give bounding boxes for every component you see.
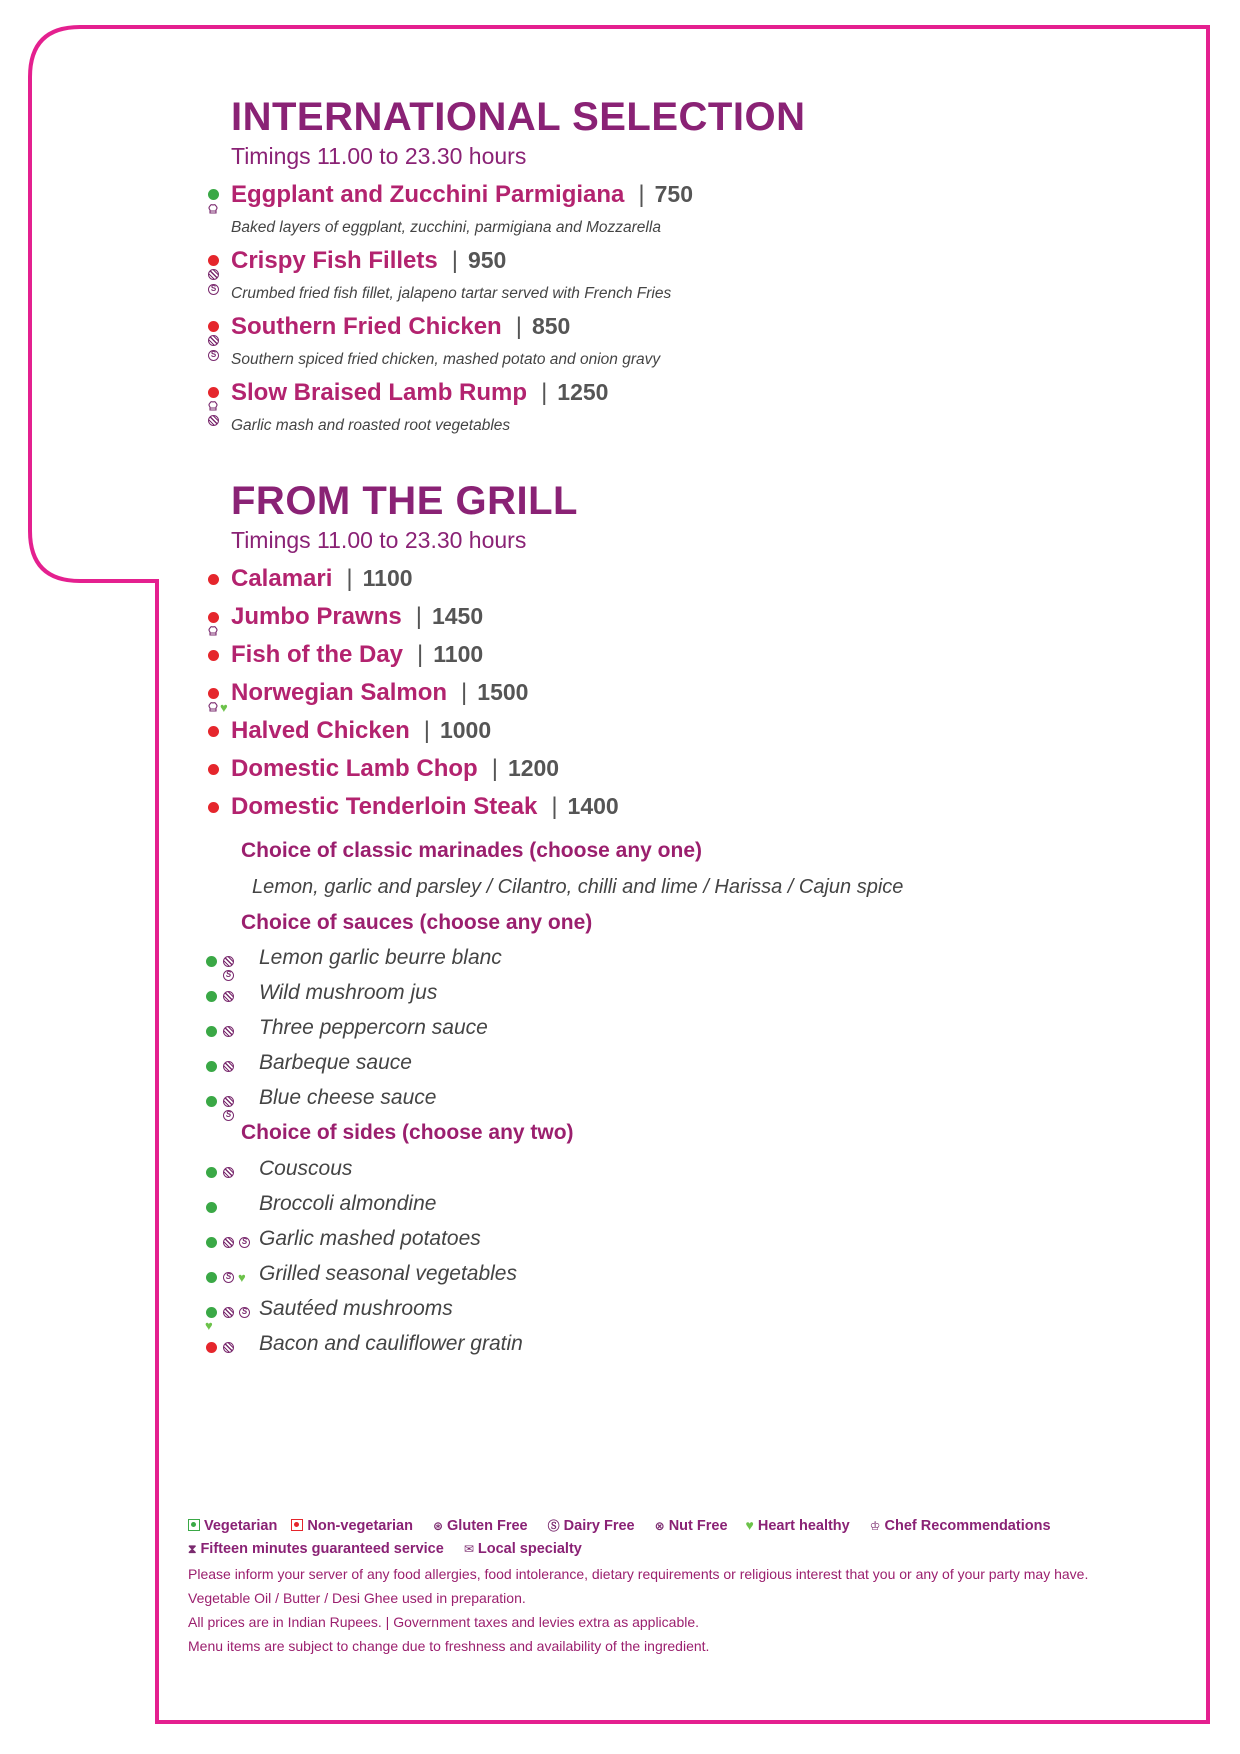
legend-fifteen: Fifteen minutes guaranteed service xyxy=(200,1541,444,1557)
nut-free-icon xyxy=(223,1307,234,1318)
marinades-list: Lemon, garlic and parsley / Cilantro, chilli and lime / Harissa / Cajun spice xyxy=(252,876,904,898)
legend-nut-free: Nut Free xyxy=(668,1518,728,1534)
menu-item xyxy=(231,565,413,593)
dairy-free-icon: S xyxy=(208,350,219,361)
nut-free-icon xyxy=(223,1096,234,1107)
side-name: Bacon and cauliflower gratin xyxy=(259,1332,523,1355)
menu-item xyxy=(231,755,559,783)
dish-price: 1400 xyxy=(567,793,619,819)
legend-heart-healthy: Heart healthy xyxy=(757,1518,850,1534)
grill-timings: Timings 11.00 to 23.30 hours xyxy=(231,527,527,553)
dish-name: Domestic Lamb Chop xyxy=(231,755,478,782)
dish-price: 750 xyxy=(654,181,693,207)
sauce-name: Wild mushroom jus xyxy=(259,981,438,1004)
dish-price: 1100 xyxy=(362,565,413,591)
chef-hat-icon xyxy=(208,626,218,636)
section-title-international: INTERNATIONAL SELECTION xyxy=(231,95,806,139)
dish-description: Southern spiced fried chicken, mashed potato and onion gravy xyxy=(231,351,661,368)
legend-dairy-free: Dairy Free xyxy=(563,1518,635,1534)
vegetarian-icon xyxy=(206,1167,217,1178)
vegetarian-icon xyxy=(206,1061,217,1072)
nut-free-icon: ⊗ xyxy=(654,1519,665,1533)
price-separator: | xyxy=(451,247,458,274)
heart-healthy-icon: ♥ xyxy=(238,1270,246,1285)
dairy-free-icon: S xyxy=(223,970,234,981)
nut-free-icon xyxy=(223,991,234,1002)
sauces-heading: Choice of sauces (choose any one) xyxy=(241,911,593,934)
sauce-option xyxy=(259,981,437,1005)
non-vegetarian-icon xyxy=(208,726,219,737)
nut-free-icon xyxy=(223,1026,234,1037)
heart-healthy-icon: ♥ xyxy=(220,700,228,715)
vegetarian-icon xyxy=(206,991,217,1002)
side-name: Grilled seasonal vegetables xyxy=(259,1262,517,1285)
dish-name: Jumbo Prawns xyxy=(231,603,402,630)
dairy-free-icon: Ⓢ xyxy=(547,1519,560,1533)
dish-price: 1100 xyxy=(433,641,484,667)
nut-free-icon xyxy=(223,1237,234,1248)
sauce-name: Blue cheese sauce xyxy=(259,1086,437,1109)
non-vegetarian-icon xyxy=(208,255,219,266)
chef-hat-icon xyxy=(208,702,218,712)
sauce-name: Lemon garlic beurre blanc xyxy=(259,946,502,969)
sauce-option xyxy=(259,1051,412,1075)
dish-description: Garlic mash and roasted root vegetables xyxy=(231,417,511,434)
price-separator: | xyxy=(415,603,422,630)
dish-description: Baked layers of eggplant, zucchini, parmigiana and Mozzarella xyxy=(231,219,661,236)
dish-price: 1250 xyxy=(557,379,609,405)
side-option xyxy=(259,1157,352,1181)
dairy-free-icon: S xyxy=(239,1237,250,1248)
dairy-free-icon: S xyxy=(223,1110,234,1121)
nut-free-icon xyxy=(208,269,219,280)
chef-hat-icon: ♔ xyxy=(869,1519,881,1533)
oil-note: Vegetable Oil / Butter / Desi Ghee used in preparation. xyxy=(188,1590,526,1606)
dairy-free-icon: S xyxy=(208,284,219,295)
dish-name: Eggplant and Zucchini Parmigiana xyxy=(231,181,625,208)
non-vegetarian-icon xyxy=(208,764,219,775)
nut-free-icon xyxy=(223,1061,234,1072)
vegetarian-icon xyxy=(206,1307,217,1318)
sauce-name: Barbeque sauce xyxy=(259,1051,412,1074)
local-specialty-icon: ✉ xyxy=(463,1542,474,1556)
side-option xyxy=(259,1332,523,1356)
change-note: Menu items are subject to change due to freshness and availability of the ingredient. xyxy=(188,1638,710,1654)
side-name: Couscous xyxy=(259,1157,353,1180)
dairy-free-icon: S xyxy=(223,1272,234,1283)
legend-chef: Chef Recommendations xyxy=(884,1518,1051,1534)
side-option xyxy=(241,1227,481,1251)
dish-name: Crispy Fish Fillets xyxy=(231,247,438,274)
dish-price: 950 xyxy=(467,247,507,273)
sauce-name: Three peppercorn sauce xyxy=(259,1016,488,1039)
price-separator: | xyxy=(417,641,424,668)
international-timings: Timings 11.00 to 23.30 hours xyxy=(231,143,527,169)
menu-item xyxy=(231,793,619,821)
side-name: Broccoli almondine xyxy=(259,1192,437,1215)
dish-price: 1500 xyxy=(477,679,529,705)
price-separator: | xyxy=(491,755,498,782)
hourglass-icon: ⧗ xyxy=(188,1542,197,1556)
non-vegetarian-icon xyxy=(208,612,219,623)
dish-name: Halved Chicken xyxy=(231,717,410,744)
non-vegetarian-icon xyxy=(208,802,219,813)
non-vegetarian-icon xyxy=(208,574,219,585)
chef-hat-icon xyxy=(208,401,218,411)
gluten-free-icon: ⊛ xyxy=(432,1519,444,1533)
dish-name: Domestic Tenderloin Steak xyxy=(231,793,538,820)
allergy-note: Please inform your server of any food allergies, food intolerance, dietary requirements or religious interest that you or any of your party may have. xyxy=(188,1566,1089,1582)
dish-price: 850 xyxy=(531,313,571,339)
marinades-heading: Choice of classic marinades (choose any one) xyxy=(241,839,702,862)
dish-name: Southern Fried Chicken xyxy=(231,313,502,340)
price-separator: | xyxy=(346,565,353,592)
dish-price: 1000 xyxy=(439,717,492,743)
price-separator: | xyxy=(515,313,522,340)
dish-name: Norwegian Salmon xyxy=(231,679,448,706)
non-vegetarian-icon xyxy=(208,650,219,661)
sauce-option xyxy=(225,946,502,979)
heart-healthy-icon: ♥ xyxy=(205,1318,213,1333)
nut-free-icon xyxy=(223,1342,234,1353)
dish-name: Calamari xyxy=(231,565,333,592)
legend-non-vegetarian: Non-vegetarian xyxy=(307,1518,413,1534)
dish-description: Crumbed fried fish fillet, jalapeno tartar served with French Fries xyxy=(231,285,672,302)
vegetarian-icon xyxy=(206,956,217,967)
nut-free-icon xyxy=(223,956,234,967)
non-vegetarian-icon xyxy=(206,1342,217,1353)
vegetarian-icon xyxy=(206,1272,217,1283)
legend-local: Local specialty xyxy=(477,1541,582,1557)
vegetarian-symbol-icon xyxy=(188,1519,200,1531)
vegetarian-icon xyxy=(206,1202,217,1213)
dish-price: 1450 xyxy=(431,603,484,629)
vegetarian-icon xyxy=(206,1026,217,1037)
menu-item xyxy=(231,603,483,631)
price-separator: | xyxy=(423,717,430,744)
dish-name: Fish of the Day xyxy=(231,641,404,668)
side-option xyxy=(259,1192,436,1216)
legend xyxy=(188,1517,1055,1534)
legend-row-2 xyxy=(188,1541,586,1557)
price-separator: | xyxy=(461,679,468,706)
price-separator: | xyxy=(638,181,645,208)
legend-vegetarian: Vegetarian xyxy=(204,1518,278,1534)
section-title-grill: FROM THE GRILL xyxy=(231,479,578,523)
chef-hat-icon xyxy=(208,204,218,214)
vegetarian-icon xyxy=(208,189,219,200)
non-vegetarian-icon xyxy=(208,321,219,332)
menu-item xyxy=(220,679,529,715)
non-vegetarian-symbol-icon xyxy=(291,1519,303,1531)
side-option xyxy=(225,1262,517,1286)
price-separator: | xyxy=(551,793,558,820)
prices-note: All prices are in Indian Rupees. | Government taxes and levies extra as applicable. xyxy=(188,1614,700,1630)
sides-heading: Choice of sides (choose any two) xyxy=(241,1121,574,1144)
non-vegetarian-icon xyxy=(208,387,219,398)
sauce-option xyxy=(259,1016,488,1040)
vegetarian-icon xyxy=(206,1237,217,1248)
side-name: Sautéed mushrooms xyxy=(259,1297,453,1320)
nut-free-icon xyxy=(208,415,219,426)
legend-gluten-free: Gluten Free xyxy=(447,1518,528,1534)
side-name: Garlic mashed potatoes xyxy=(259,1227,481,1250)
sauce-option xyxy=(225,1086,437,1119)
dish-name: Slow Braised Lamb Rump xyxy=(231,379,528,406)
menu-item xyxy=(231,641,483,669)
dish-price: 1200 xyxy=(507,755,560,781)
nut-free-icon xyxy=(208,335,219,346)
side-option xyxy=(205,1297,453,1333)
price-separator: | xyxy=(541,379,548,406)
menu-item xyxy=(231,717,491,745)
dairy-free-icon: S xyxy=(239,1307,250,1318)
vegetarian-icon xyxy=(206,1096,217,1107)
heart-healthy-icon: ♥ xyxy=(745,1517,754,1533)
nut-free-icon xyxy=(223,1167,234,1178)
non-vegetarian-icon xyxy=(208,688,219,699)
